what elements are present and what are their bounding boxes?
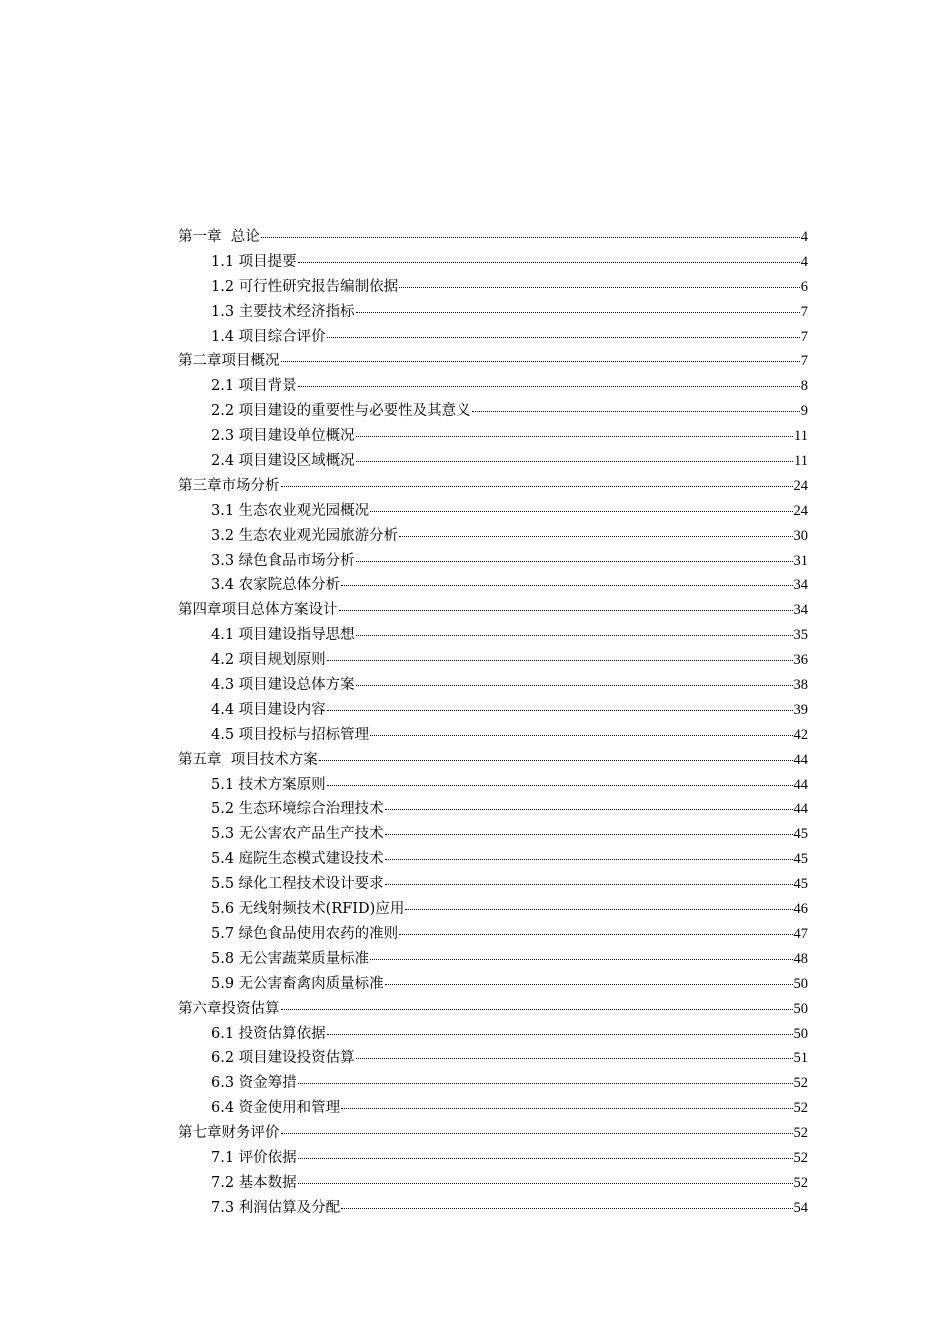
toc-entry-title: 3.3 绿色食品市场分析 <box>211 552 355 569</box>
toc-page-number: 44 <box>793 751 808 768</box>
toc-entry-title: 第四章项目总体方案设计 <box>178 602 338 619</box>
toc-dot-leader <box>385 834 793 835</box>
toc-section-entry[interactable] <box>178 549 808 574</box>
toc-chapter-entry[interactable] <box>178 997 808 1022</box>
toc-dot-leader <box>356 461 793 462</box>
toc-entry-title: 1.1 项目提要 <box>211 253 297 270</box>
toc-entry-title: 第五章 项目技术方案 <box>178 751 318 768</box>
toc-dot-leader <box>356 635 793 636</box>
toc-entry-title: 6.4 资金使用和管理 <box>211 1100 341 1117</box>
toc-dot-leader <box>385 884 793 885</box>
toc-entry-title: 3.2 生态农业观光园旅游分析 <box>211 527 399 544</box>
toc-entry-title: 6.1 投资估算依据 <box>211 1025 326 1042</box>
toc-chapter-entry[interactable] <box>178 1121 808 1146</box>
toc-section-entry[interactable] <box>178 1096 808 1121</box>
toc-entry-title: 4.3 项目建设总体方案 <box>211 677 355 694</box>
toc-page-number: 7 <box>800 303 808 320</box>
toc-chapter-entry[interactable] <box>178 748 808 773</box>
toc-page-number: 4 <box>800 229 808 245</box>
toc-page-number: 42 <box>793 726 808 743</box>
toc-section-entry[interactable] <box>178 275 808 300</box>
toc-entry-title: 4.2 项目规划原则 <box>211 652 326 669</box>
toc-page-number: 9 <box>800 403 808 420</box>
toc-dot-leader <box>327 660 793 661</box>
toc-dot-leader <box>356 436 793 437</box>
toc-page-number: 47 <box>793 925 808 942</box>
toc-dot-leader <box>319 760 793 761</box>
toc-dot-leader <box>298 1158 793 1159</box>
toc-section-entry[interactable] <box>178 947 808 972</box>
toc-dot-leader <box>298 262 800 263</box>
toc-dot-leader <box>298 1083 793 1084</box>
toc-section-entry[interactable] <box>178 1146 808 1171</box>
toc-dot-leader <box>281 361 800 362</box>
toc-section-entry[interactable] <box>178 499 808 524</box>
toc-dot-leader <box>327 1034 793 1035</box>
toc-section-entry[interactable] <box>178 773 808 798</box>
toc-dot-leader <box>370 735 792 736</box>
toc-section-entry[interactable] <box>178 897 808 922</box>
toc-entry-title: 第三章市场分析 <box>178 477 280 494</box>
toc-section-entry[interactable] <box>178 623 808 648</box>
toc-entry-title: 2.2 项目建设的重要性与必要性及其意义 <box>211 403 471 420</box>
toc-page-number: 30 <box>793 527 808 544</box>
toc-dot-leader <box>356 1058 793 1059</box>
toc-section-entry[interactable] <box>178 524 808 549</box>
toc-entry-title: 7.1 评价依据 <box>211 1149 297 1166</box>
toc-page-number: 11 <box>794 453 808 470</box>
toc-page-number: 44 <box>793 801 808 818</box>
toc-page-number: 52 <box>793 1149 808 1166</box>
toc-section-entry[interactable] <box>178 250 808 275</box>
toc-entry-title: 第二章项目概况 <box>178 353 280 370</box>
toc-page-number: 44 <box>793 776 808 793</box>
toc-entry-title: 第六章投资估算 <box>178 1000 280 1017</box>
toc-dot-leader <box>399 536 792 537</box>
toc-entry-title: 第七章财务评价 <box>178 1125 280 1142</box>
table-of-contents <box>178 225 808 1221</box>
toc-section-entry[interactable] <box>178 648 808 673</box>
toc-page-number: 34 <box>793 602 808 619</box>
toc-dot-leader <box>385 809 793 810</box>
toc-entry-title: 2.3 项目建设单位概况 <box>211 428 355 445</box>
toc-page-number: 52 <box>793 1125 808 1142</box>
toc-dot-leader <box>399 934 792 935</box>
toc-dot-leader <box>356 561 793 562</box>
toc-page-number: 54 <box>793 1199 808 1216</box>
toc-section-entry[interactable] <box>178 300 808 325</box>
toc-section-entry[interactable] <box>178 922 808 947</box>
toc-section-entry[interactable] <box>178 1196 808 1221</box>
toc-dot-leader <box>327 785 793 786</box>
toc-page-number: 50 <box>793 1025 808 1042</box>
toc-section-entry[interactable] <box>178 972 808 997</box>
toc-entry-title: 3.1 生态农业观光园概况 <box>211 502 370 519</box>
toc-page-number: 52 <box>793 1075 808 1092</box>
toc-dot-leader <box>341 1108 792 1109</box>
toc-entry-title: 5.2 生态环境综合治理技术 <box>211 801 384 818</box>
toc-dot-leader <box>281 486 793 487</box>
toc-page-number: 7 <box>800 328 808 345</box>
toc-section-entry[interactable] <box>178 1022 808 1047</box>
toc-entry-title: 7.2 基本数据 <box>211 1174 297 1191</box>
toc-dot-leader <box>327 710 793 711</box>
toc-dot-leader <box>339 610 793 611</box>
toc-chapter-entry[interactable] <box>178 474 808 499</box>
toc-entry-title: 2.1 项目背景 <box>211 378 297 395</box>
toc-page-number: 36 <box>793 652 808 669</box>
toc-dot-leader <box>370 511 792 512</box>
toc-section-entry[interactable] <box>178 847 808 872</box>
toc-entry-title: 5.6 无线射频技术(RFID)应用 <box>211 901 405 918</box>
toc-page-number: 11 <box>794 428 808 445</box>
toc-entry-title: 5.9 无公害畜禽肉质量标准 <box>211 975 384 992</box>
toc-entry-title: 5.3 无公害农产品生产技术 <box>211 826 384 843</box>
toc-dot-leader <box>327 337 800 338</box>
toc-entry-title: 4.1 项目建设指导思想 <box>211 627 355 644</box>
toc-dot-leader <box>298 1183 793 1184</box>
toc-section-entry[interactable] <box>178 1046 808 1071</box>
toc-dot-leader <box>385 859 793 860</box>
toc-section-entry[interactable] <box>178 872 808 897</box>
toc-dot-leader <box>341 585 792 586</box>
toc-page-number: 24 <box>793 502 808 519</box>
toc-entry-title: 7.3 利润估算及分配 <box>211 1199 341 1216</box>
toc-page-number: 4 <box>800 253 808 270</box>
toc-entry-title: 4.5 项目投标与招标管理 <box>211 726 370 743</box>
toc-dot-leader <box>356 685 793 686</box>
toc-page-number: 8 <box>800 378 808 395</box>
toc-dot-leader <box>281 1133 793 1134</box>
toc-entry-title: 1.2 可行性研究报告编制依据 <box>211 278 399 295</box>
toc-entry-title: 1.3 主要技术经济指标 <box>211 303 355 320</box>
toc-entry-title: 5.7 绿色食品使用农药的准则 <box>211 925 399 942</box>
toc-dot-leader <box>399 287 800 288</box>
toc-dot-leader <box>385 984 793 985</box>
toc-dot-leader <box>356 312 800 313</box>
toc-page-number: 52 <box>793 1174 808 1191</box>
toc-page-number: 24 <box>793 477 808 494</box>
toc-page-number: 38 <box>793 677 808 694</box>
toc-entry-title: 5.1 技术方案原则 <box>211 776 326 793</box>
toc-dot-leader <box>261 237 800 238</box>
toc-page-number: 51 <box>793 1050 808 1067</box>
toc-entry-title: 4.4 项目建设内容 <box>211 701 326 718</box>
toc-page-number: 50 <box>793 975 808 992</box>
toc-page-number: 52 <box>793 1100 808 1117</box>
toc-page-number: 50 <box>793 1000 808 1017</box>
toc-section-entry[interactable] <box>178 325 808 350</box>
toc-page-number: 45 <box>793 876 808 893</box>
toc-section-entry[interactable] <box>178 399 808 424</box>
toc-dot-leader <box>281 1009 793 1010</box>
toc-dot-leader <box>472 411 800 412</box>
toc-chapter-entry[interactable] <box>178 598 808 623</box>
toc-page-number: 46 <box>793 901 808 918</box>
toc-entry-title: 5.5 绿化工程技术设计要求 <box>211 876 384 893</box>
toc-section-entry[interactable] <box>178 1071 808 1096</box>
toc-entry-title: 2.4 项目建设区域概况 <box>211 453 355 470</box>
toc-section-entry[interactable] <box>178 374 808 399</box>
toc-dot-leader <box>370 959 792 960</box>
toc-dot-leader <box>298 386 800 387</box>
toc-page-number: 7 <box>800 353 808 370</box>
toc-page-number: 31 <box>793 552 808 569</box>
toc-section-entry[interactable] <box>178 1171 808 1196</box>
toc-section-entry[interactable] <box>178 424 808 449</box>
toc-dot-leader <box>341 1208 792 1209</box>
toc-section-entry[interactable] <box>178 698 808 723</box>
toc-page-number: 48 <box>793 950 808 967</box>
toc-entry-title: 5.4 庭院生态模式建设技术 <box>211 851 384 868</box>
toc-entry-title: 3.4 农家院总体分析 <box>211 577 341 594</box>
toc-page-number: 35 <box>793 627 808 644</box>
toc-section-entry[interactable] <box>178 723 808 748</box>
toc-chapter-entry[interactable] <box>178 225 808 250</box>
toc-section-entry[interactable] <box>178 449 808 474</box>
toc-page-number: 45 <box>793 851 808 868</box>
toc-section-entry[interactable] <box>178 822 808 847</box>
toc-entry-title: 5.8 无公害蔬菜质量标准 <box>211 950 370 967</box>
toc-entry-title: 第一章 总论 <box>178 229 260 245</box>
toc-entry-title: 1.4 项目综合评价 <box>211 328 326 345</box>
toc-dot-leader <box>405 909 792 910</box>
toc-entry-title: 6.3 资金筹措 <box>211 1075 297 1092</box>
toc-section-entry[interactable] <box>178 573 808 598</box>
toc-entry-title: 6.2 项目建设投资估算 <box>211 1050 355 1067</box>
toc-page-number: 6 <box>800 278 808 295</box>
toc-section-entry[interactable] <box>178 673 808 698</box>
toc-section-entry[interactable] <box>178 797 808 822</box>
toc-page-number: 39 <box>793 701 808 718</box>
toc-chapter-entry[interactable] <box>178 349 808 374</box>
toc-page-number: 45 <box>793 826 808 843</box>
toc-page-number: 34 <box>793 577 808 594</box>
